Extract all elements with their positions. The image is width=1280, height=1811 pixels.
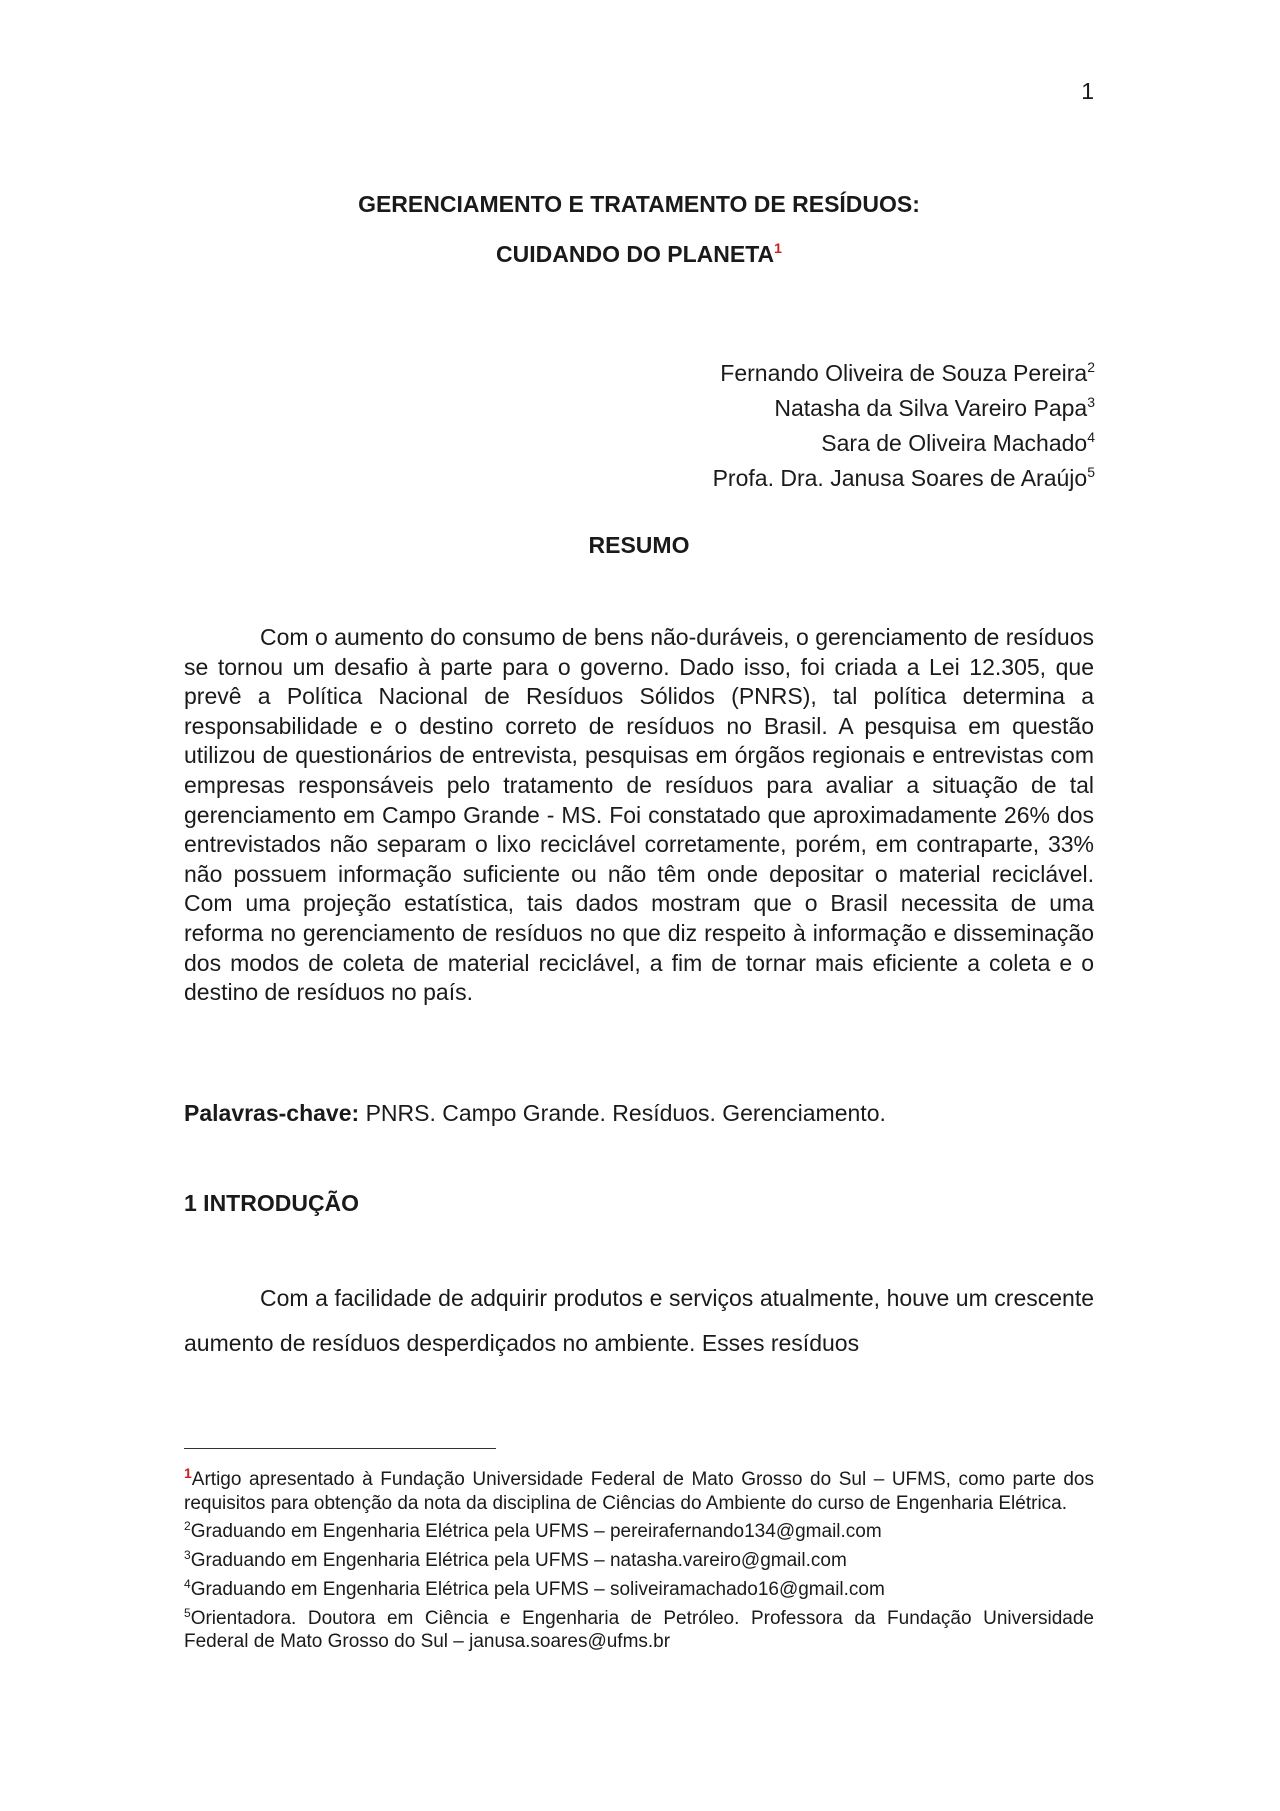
footnote-2: [184, 1515, 1094, 1544]
author-1: [713, 353, 1095, 388]
author-list: [713, 353, 1095, 493]
author-footnote-mark: 5: [1087, 464, 1095, 480]
footnote-4: [184, 1573, 1094, 1602]
footnote-mark: 2: [184, 1519, 191, 1534]
footnote-text: Graduando em Engenharia Elétrica pela UFMS – soliveiramachado16@gmail.com: [190, 1578, 885, 1600]
footnotes: [184, 1462, 1094, 1654]
footnote-mark: 3: [184, 1548, 191, 1563]
footnote-mark: 1: [184, 1465, 192, 1481]
author-name: Fernando Oliveira de Souza Pereira: [720, 360, 1088, 386]
author-footnote-mark: 2: [1087, 359, 1095, 375]
keywords: [184, 1100, 1094, 1127]
author-name: Natasha da Silva Vareiro Papa: [774, 395, 1088, 421]
footnote-text: Artigo apresentado à Fundação Universidade Federal de Mato Grosso do Sul – UFMS, como parte dos requisitos para obtenção da nota da disciplina de Ciências do Ambiente do curso de Engenharia Elétrica.: [184, 1469, 1094, 1514]
footnote-text: Orientadora. Doutora em Ciência e Engenharia de Petróleo. Professora da Fundação Universidade Federal de Mato Grosso do Sul – janusa.soares@ufms.br: [184, 1607, 1094, 1653]
author-name: Profa. Dra. Janusa Soares de Araújo: [712, 465, 1088, 491]
title-footnote-mark: 1: [774, 240, 782, 256]
title-line-1: GERENCIAMENTO E TRATAMENTO DE RESÍDUOS:: [358, 191, 920, 217]
footnote-5: [184, 1602, 1094, 1654]
author-4: [713, 458, 1095, 493]
paper-title: [184, 182, 1094, 276]
footnote-3: [184, 1544, 1094, 1573]
abstract-text: Com o aumento do consumo de bens não-duráveis, o gerenciamento de resíduos se tornou um desafio à parte para o governo. Dado isso, foi criada a Lei 12.305, que prevê a Política Nacional de Resíduos Sólidos (PNRS), tal política determina a responsabilidade e o destino correto de resíduos no Brasil. A pesquisa em questão utilizou de questionários de entrevista, pesquisas em órgãos regionais e entrevistas com empresas responsáveis pelo tratamento de resíduos para avaliar a situação de tal gerenciamento em Campo Grande - MS. Foi constatado que aproximadamente 26% dos entrevistados não separam o lixo reciclável corretamente, porém, em contraparte, 33% não possuem informação suficiente ou não têm onde depositar o material reciclável. Com uma projeção estatística, tais dados mostram que o Brasil necessita de uma reforma no gerenciamento de resíduos no que diz respeito à informação e disseminação dos modos de coleta de material reciclável, a fim de tornar mais eficiente a coleta e o destino de resíduos no país.: [184, 624, 1094, 1006]
title-line-2-text: CUIDANDO DO PLANETA: [496, 241, 775, 267]
author-2: [713, 388, 1095, 423]
author-name: Sara de Oliveira Machado: [821, 430, 1088, 456]
introduction-text: Com a facilidade de adquirir produtos e serviços atualmente, houve um crescente aumento de resíduos desperdiçados no ambiente. Esses resíduos: [184, 1285, 1094, 1356]
author-3: [713, 423, 1095, 458]
title-line-2: [184, 226, 1094, 276]
author-footnote-mark: 3: [1087, 394, 1095, 410]
page-number: 1: [1081, 78, 1094, 104]
footnote-mark: 5: [184, 1605, 191, 1620]
footnote-separator: [184, 1448, 496, 1449]
section-heading-introduction: 1 INTRODUÇÃO: [184, 1190, 360, 1216]
footnote-mark: 4: [184, 1576, 191, 1591]
author-footnote-mark: 4: [1087, 429, 1095, 445]
keywords-label: Palavras-chave:: [184, 1100, 360, 1126]
footnote-1: [184, 1462, 1094, 1515]
footnote-text: Graduando em Engenharia Elétrica pela UFMS – pereirafernando134@gmail.com: [190, 1521, 882, 1543]
footnote-text: Graduando em Engenharia Elétrica pela UFMS – natasha.vareiro@gmail.com: [190, 1550, 847, 1572]
keywords-text: PNRS. Campo Grande. Resíduos. Gerenciamento.: [365, 1100, 886, 1126]
abstract-heading: RESUMO: [588, 532, 690, 558]
